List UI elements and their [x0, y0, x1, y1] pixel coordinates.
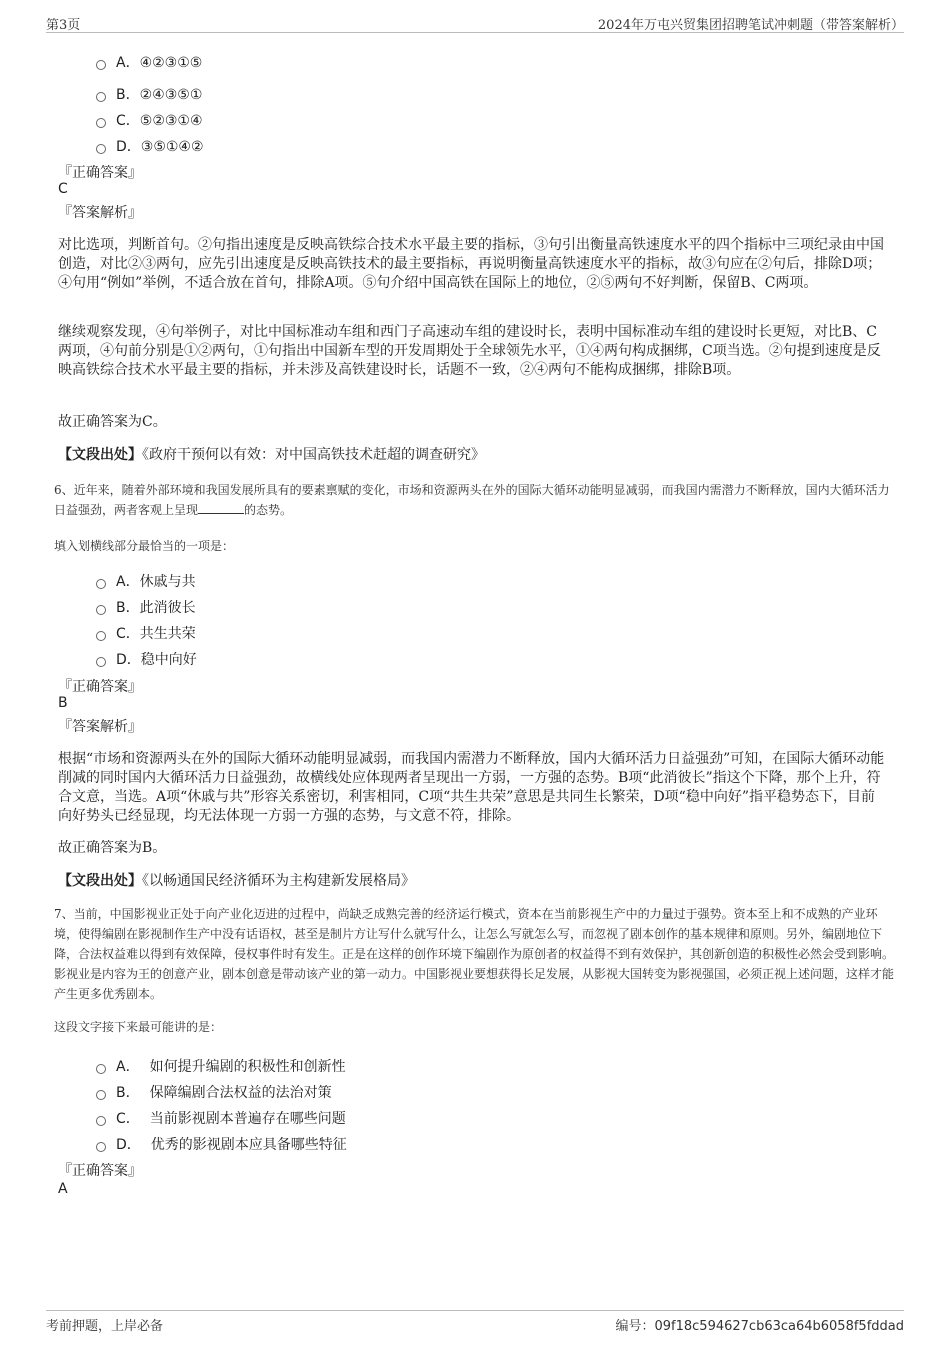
radio-icon[interactable]: [96, 118, 106, 128]
q7-prompt: 这段文字接下来最可能讲的是：: [54, 1020, 223, 1034]
q6-option-d[interactable]: D．稳中向好: [96, 649, 197, 669]
q5-answer: C: [58, 181, 68, 197]
q5-source: [58, 446, 888, 465]
document-title: 2024年万屯兴贸集团招聘笔试冲刺题（带答案解析）: [597, 18, 904, 33]
q5-option-d[interactable]: D．③⑤①④②: [96, 136, 204, 156]
q7-stem: 7、当前，中国影视业正处于向产业化迈进的过程中，尚缺乏成熟完善的经济运行模式，资本在当前影视生产中的力量过于强势。资本至上和不成熟的产业环境，使得编剧在影视制作生产中没有话语权，甚至是制片方让写什么就写什么，让怎么写就怎么写，而忽视了剧本创作的基本规律和原则。另外，编剧地位下降，合法权益难以得到有效保障，侵权事件时有发生。正是在这样的创作环境下编剧作为原创者的权益得不到有效保护，其创新创造的积极性必然会受到影响。影视业是内容为王的创意产业，剧本创意是带动该产业的第一动力。中国影视业要想获得长足发展，从影视大国转变为影视强国，必须正视上述问题，这样才能产生更多优秀剧本。: [54, 907, 895, 1001]
q5-analysis-label: 『答案解析』: [58, 205, 142, 221]
source-title: 《以畅通国民经济循环为主构建新发展格局》: [142, 873, 415, 889]
q6-analysis: 根据“市场和资源两头在外的国际大循环动能明显减弱，而我国内需潜力不断释放，国内大循环活力日益强劲”可知，在国际大循环动能削减的同时国内大循环活力日益强劲，故横线处应体现两者呈现出一方弱，一方强的态势。B项“此消彼长”指这个下降，那个上升，符合文意，当选。A项“休戚与共”形容关系密切，利害相同，C项“共生共荣”意思是共同生长繁荣，D项“稳中向好”指平稳势态下，目前向好势头已经显现，均无法体现一方弱一方强的态势，与文意不符，排除。: [58, 751, 885, 824]
page-header: [46, 14, 904, 33]
q6-answer: B: [58, 695, 68, 711]
q5-analysis-paragraph-1: 对比选项，判断首句。②句指出速度是反映高铁综合技术水平最主要的指标，③句引出衡量高铁速度水平的四个指标中三项纪录由中国创造，对比②③两句，应先引出速度是反映高铁技术的最主要指标，再说明衡量高铁速度水平的指标，故③句应在②句后，排除D项；④句用“例如”举例，不适合放在首句，排除A项。⑤句介绍中国高铁在国际上的地位，②⑤两句不好判断，保留B、C两项。: [58, 237, 884, 291]
radio-icon[interactable]: [96, 605, 106, 615]
q6-prompt: 填入划横线部分最恰当的一项是：: [54, 539, 235, 553]
q7-answer-label: 『正确答案』: [58, 1163, 142, 1179]
q6-stem: 6、近年来，随着外部环境和我国发展所具有的要素禀赋的变化，市场和资源两头在外的国际大循环动能明显减弱，而我国内需潜力不断释放，国内大循环活力日益强劲，两者客观上呈现 的态势。: [54, 483, 890, 517]
source-label: 【文段出处】: [58, 873, 142, 889]
q6-answer-label: 『正确答案』: [58, 679, 142, 695]
q5-option-c[interactable]: C．⑤②③①④: [96, 110, 203, 130]
q6-conclusion: 故正确答案为B。: [58, 840, 167, 856]
source-label: 【文段出处】: [58, 447, 142, 463]
q7-option-d[interactable]: D． 优秀的影视剧本应具备哪些特征: [96, 1134, 347, 1154]
q7-option-a[interactable]: A． 如何提升编剧的积极性和创新性: [96, 1056, 346, 1076]
radio-icon[interactable]: [96, 92, 106, 102]
blank-line: [198, 501, 244, 514]
q6-option-a[interactable]: A．休戚与共: [96, 571, 196, 591]
radio-icon[interactable]: [96, 1116, 106, 1126]
page-footer: [46, 1310, 904, 1334]
footer-slogan: 考前押题，上岸必备: [46, 1319, 164, 1334]
q5-answer-label: 『正确答案』: [58, 165, 142, 181]
q7-option-b[interactable]: B． 保障编剧合法权益的法治对策: [96, 1082, 332, 1102]
q5-conclusion: 故正确答案为C。: [58, 414, 167, 430]
radio-icon[interactable]: [96, 631, 106, 641]
radio-icon[interactable]: [96, 657, 106, 667]
radio-icon[interactable]: [96, 60, 106, 70]
page-number: 第3页: [46, 18, 81, 33]
document-code: 编号：09f18c594627cb63ca64b6058f5fddad: [615, 1319, 904, 1334]
radio-icon[interactable]: [96, 1090, 106, 1100]
source-title: 《政府干预何以有效：对中国高铁技术赶超的调查研究》: [142, 447, 485, 463]
q6-analysis-label: 『答案解析』: [58, 719, 142, 735]
q7-option-c[interactable]: C． 当前影视剧本普遍存在哪些问题: [96, 1108, 346, 1128]
radio-icon[interactable]: [96, 144, 106, 154]
radio-icon[interactable]: [96, 1064, 106, 1074]
q7-answer: A: [58, 1181, 68, 1197]
radio-icon[interactable]: [96, 1142, 106, 1152]
radio-icon[interactable]: [96, 579, 106, 589]
q5-option-a[interactable]: A．④②③①⑤: [96, 52, 202, 72]
q5-analysis-paragraph-2: 继续观察发现，④句举例子，对比中国标准动车组和西门子高速动车组的建设时长，表明中国标准动车组的建设时长更短，对比B、C两项，④句前分别是①②两句，①句指出中国新车型的开发周期处于全球领先水平，①④两句构成捆绑，C项当选。②句提到速度是反映高铁综合技术水平最主要的指标，并未涉及高铁建设时长，话题不一致，②④两句不能构成捆绑，排除B项。: [58, 324, 881, 378]
q6-source: [58, 872, 888, 891]
q6-option-c[interactable]: C．共生共荣: [96, 623, 196, 643]
q5-option-b[interactable]: B．②④③⑤①: [96, 84, 202, 104]
q6-option-b[interactable]: B．此消彼长: [96, 597, 196, 617]
